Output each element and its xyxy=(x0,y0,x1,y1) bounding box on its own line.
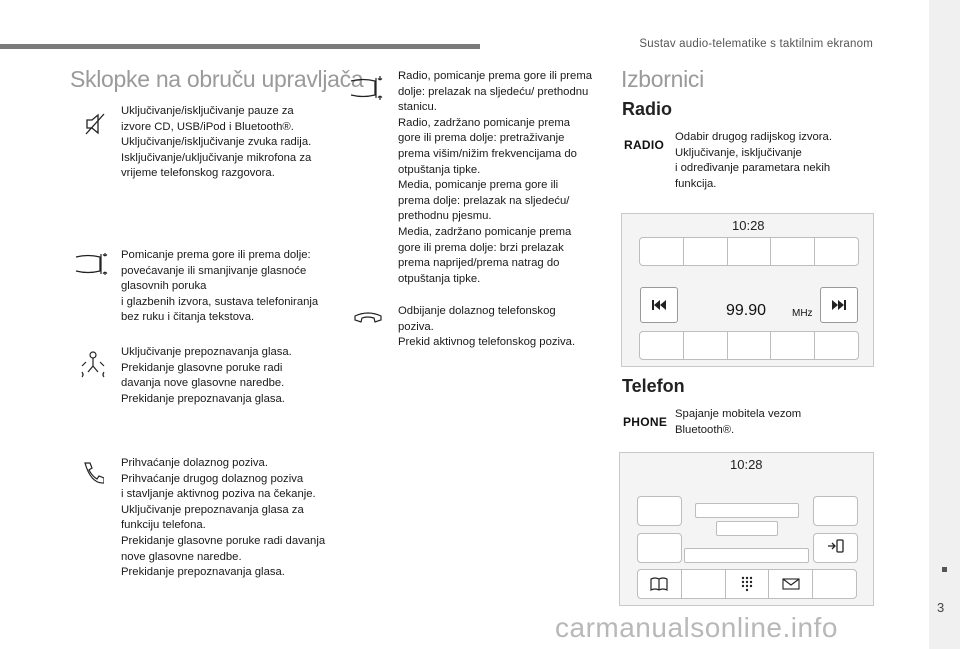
phone-heading: Telefon xyxy=(622,376,685,396)
phone-text: Spajanje mobitela vezom Bluetooth®. xyxy=(675,408,802,436)
phone-pickup-icon xyxy=(82,460,104,484)
next-icon[interactable] xyxy=(820,287,858,323)
radio-preset-row-top[interactable] xyxy=(639,237,859,266)
steering-item-6-text: Odbijanje dolaznog telefonskog poziva. Prekid aktivnog telefonskog poziva. xyxy=(398,305,576,349)
radio-screen xyxy=(621,213,874,367)
phone-bottom-tabs[interactable] xyxy=(637,569,857,599)
phone-field-2 xyxy=(716,521,778,536)
phone-hangup-icon xyxy=(353,311,383,325)
section-title-steering: Sklopke na obruču upravljača xyxy=(70,66,364,92)
mute-icon xyxy=(84,112,106,136)
phone-clock: 10:28 xyxy=(730,457,763,472)
page-header-title: Sustav audio-telematike s taktilnim ekranom xyxy=(639,38,873,50)
steering-item-3-text: Uključivanje prepoznavanja glasa. Prekidanje glasovne poruke radi davanja nove glasovne naredbe. Prekidanje prepoznavanja glasa. xyxy=(121,346,292,405)
header-bar xyxy=(0,44,480,49)
phone-connect-button[interactable] xyxy=(813,533,858,563)
phone-badge: PHONE xyxy=(623,415,668,429)
phone-field-3 xyxy=(684,548,809,563)
steering-item-5-text: Radio, pomicanje prema gore ili prema dolje: prelazak na sljedeću/ prethodnu stanicu. Radio, zadržano pomicanje prema gore ili prema dolje: pretraživanje prema višim/nižim frekvencijama do otpuštanja tipke. Media, pomicanje prema gore ili prema dolje: prelazak na sljedeću/ prethodnu pjesmu. Media, zadržano pomicanje prema gore ili prema dolje: brzi prelazak prema naprijed/prema natrag do otpuštanja tipke. xyxy=(398,70,593,285)
messages-envelope-icon[interactable] xyxy=(769,570,813,598)
radio-text: Odabir drugog radijskog izvora. Uključivanje, isključivanje i određivanje parametara nekih funkcija. xyxy=(675,131,832,190)
phone-right-button-top[interactable] xyxy=(813,496,858,526)
page-number: 3 xyxy=(937,600,945,615)
watermark: carmanualsonline.info xyxy=(555,612,838,643)
phone-field-1 xyxy=(695,503,799,518)
contacts-book-icon[interactable] xyxy=(638,570,682,598)
previous-icon[interactable] xyxy=(640,287,678,323)
scroll-wheel-icon xyxy=(349,73,385,103)
phone-left-button-top[interactable] xyxy=(637,496,682,526)
dialpad-icon[interactable] xyxy=(726,570,770,598)
page-sidebar xyxy=(929,0,960,649)
steering-item-1-text: Uključivanje/isključivanje pauze za izvore CD, USB/iPod i Bluetooth®. Uključivanje/isključivanje zvuka radija. Isključivanje/uključivanje mikrofona za vrijeme telefonskog razgovora. xyxy=(121,105,312,180)
section-title-menus: Izbornici xyxy=(621,66,704,92)
sidebar-marker xyxy=(942,567,947,572)
phone-connect-icon xyxy=(827,538,845,559)
radio-frequency-unit: MHz xyxy=(792,308,813,319)
radio-frequency: 99.90 xyxy=(726,302,767,319)
phone-screen xyxy=(619,452,874,606)
radio-heading: Radio xyxy=(622,99,673,119)
radio-badge: RADIO xyxy=(624,138,665,152)
radio-clock: 10:28 xyxy=(732,218,765,233)
radio-preset-row-bottom[interactable] xyxy=(639,331,859,360)
steering-item-2-text: Pomicanje prema gore ili prema dolje: povećavanje ili smanjivanje glasnoće glasovnih poruka i glazbenih izvora, sustava telefoniranja bez ruku i čitanja tekstova. xyxy=(121,249,319,324)
phone-left-button-bottom[interactable] xyxy=(637,533,682,563)
steering-item-4-text: Prihvaćanje dolaznog poziva. Prihvaćanje drugog dolaznog poziva i stavljanje aktivnog poziva na čekanje. Uključivanje prepoznavanja glasa za funkciju telefona. Prekidanje glasovne poruke radi davanja nove glasovne naredbe. Prekidanje prepoznavanja glasa. xyxy=(121,457,326,579)
volume-wheel-icon xyxy=(74,251,110,277)
voice-command-icon xyxy=(80,350,106,378)
